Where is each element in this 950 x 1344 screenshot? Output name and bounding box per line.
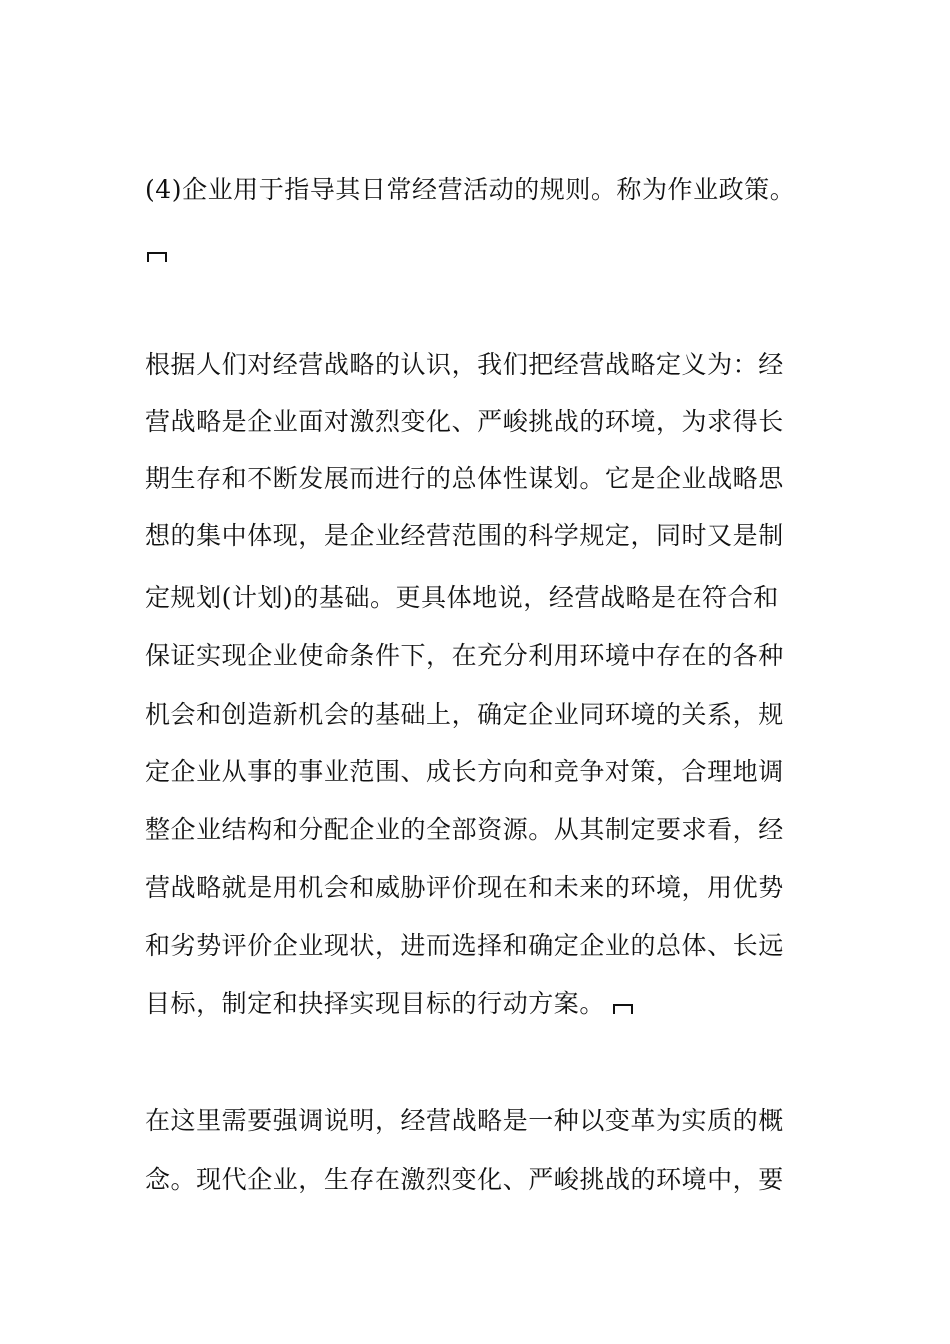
paragraph-2-line-10: 营战略就是用机会和威胁评价现在和未来的环境，用优势 [145,873,784,902]
paragraph-2-line-12 [145,988,810,1020]
paragraph-2-line-12-text: 目标，制定和抉择实现目标的行动方案。 [145,989,605,1018]
paragraph-2-line-5: 定规划(计划)的基础。更具体地说，经营战略是在符合和 [145,583,779,612]
paragraph-2-line-4: 想的集中体现，是企业经营范围的科学规定，同时又是制 [145,521,784,550]
paragraph-3-line-2: 念。现代企业，生存在激烈变化、严峻挑战的环境中，要 [145,1165,784,1194]
paragraph-2-line-8: 定企业从事的事业范围、成长方向和竞争对策，合理地调 [145,757,784,786]
paragraph-2-line-11: 和劣势评价企业现状，进而选择和确定企业的总体、长远 [145,931,784,960]
paragraph-end-mark [613,1004,633,1014]
paragraph-break-mark [147,252,167,262]
paragraph-1-line-1: (4)企业用于指导其日常经营活动的规则。称为作业政策。 [145,175,796,204]
paragraph-2-line-9: 整企业结构和分配企业的全部资源。从其制定要求看，经 [145,815,784,844]
paragraph-3-line-1: 在这里需要强调说明，经营战略是一种以变革为实质的概 [145,1106,784,1135]
paragraph-2-line-7: 机会和创造新机会的基础上，确定企业同环境的关系，规 [145,700,784,729]
paragraph-2-line-1: 根据人们对经营战略的认识，我们把经营战略定义为：经 [145,350,784,379]
paragraph-2-line-3: 期生存和不断发展而进行的总体性谋划。它是企业战略思 [145,464,784,493]
paragraph-2-line-6: 保证实现企业使命条件下，在充分利用环境中存在的各种 [145,641,784,670]
paragraph-2-line-2: 营战略是企业面对激烈变化、严峻挑战的环境，为求得长 [145,407,784,436]
